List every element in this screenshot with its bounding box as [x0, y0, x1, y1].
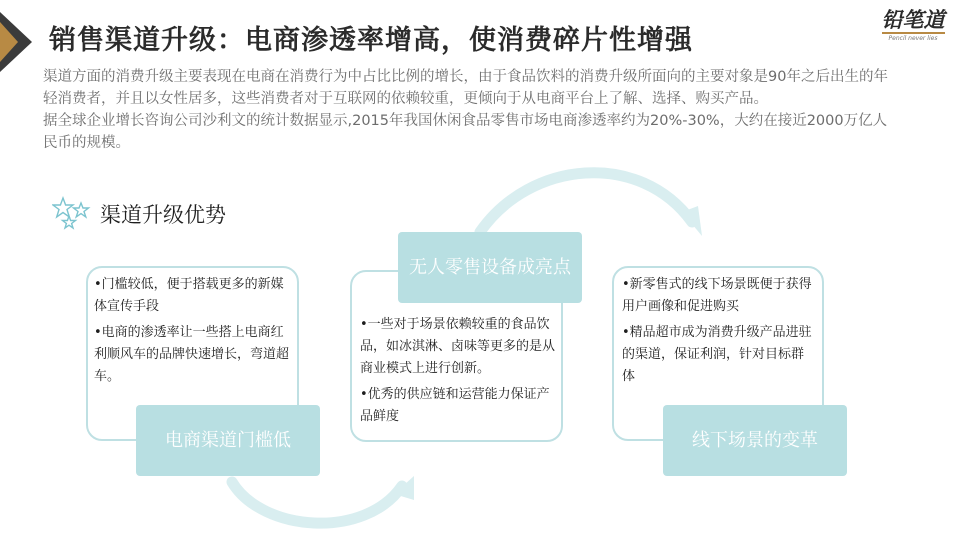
card-label-offline-scene: 线下场景的变革 [663, 405, 847, 476]
section-header [52, 196, 226, 232]
intro-paragraph-2: 据全球企业增长咨询公司沙利文的统计数据显示,2015年我国休闲食品零售市场电商渗透率约为20%-30%，大约在接近2000万亿人民币的规模。 [43, 113, 888, 151]
bottom-arc-arrow [232, 482, 402, 523]
page-title: 销售渠道升级：电商渗透率增高，使消费碎片性增强 [49, 25, 693, 56]
card-label-ecommerce: 电商渠道门槛低 [136, 405, 320, 476]
top-arc-arrow [480, 173, 692, 232]
card-point: •新零售式的线下场景既便于获得用户画像和促进购买 [622, 277, 812, 314]
card-point: •优秀的供应链和运营能力保证产品鲜度 [360, 387, 550, 424]
card-point: •电商的渗透率让一些搭上电商红利顺风车的品牌快速增长，弯道超车。 [94, 325, 290, 384]
card-point: •门槛较低，便于搭载更多的新媒体宣传手段 [94, 277, 284, 314]
card-label-unmanned-retail: 无人零售设备成亮点 [398, 232, 582, 303]
intro-paragraph-1: 渠道方面的消费升级主要表现在电商在消费行为中占比比例的增长，由于食品饮料的消费升级所面向的主要对象是90年之后出生的年轻消费者，并且以女性居多，这些消费者对于互联网的依赖较重，更倾向于从电商平台上了解、选择、购买产品。 [43, 69, 888, 107]
stars-icon [52, 196, 92, 232]
card-point: •一些对于场景依赖较重的食品饮品，如冰淇淋、卤味等更多的是从商业模式上进行创新。 [360, 317, 556, 376]
logo-text: 铅笔道 [881, 7, 945, 32]
section-title: 渠道升级优势 [100, 203, 226, 227]
card-point: •精品超市成为消费升级产品进驻的渠道，保证利润，针对目标群体 [622, 325, 812, 384]
logo-tagline: Pencil never lies [888, 35, 938, 42]
